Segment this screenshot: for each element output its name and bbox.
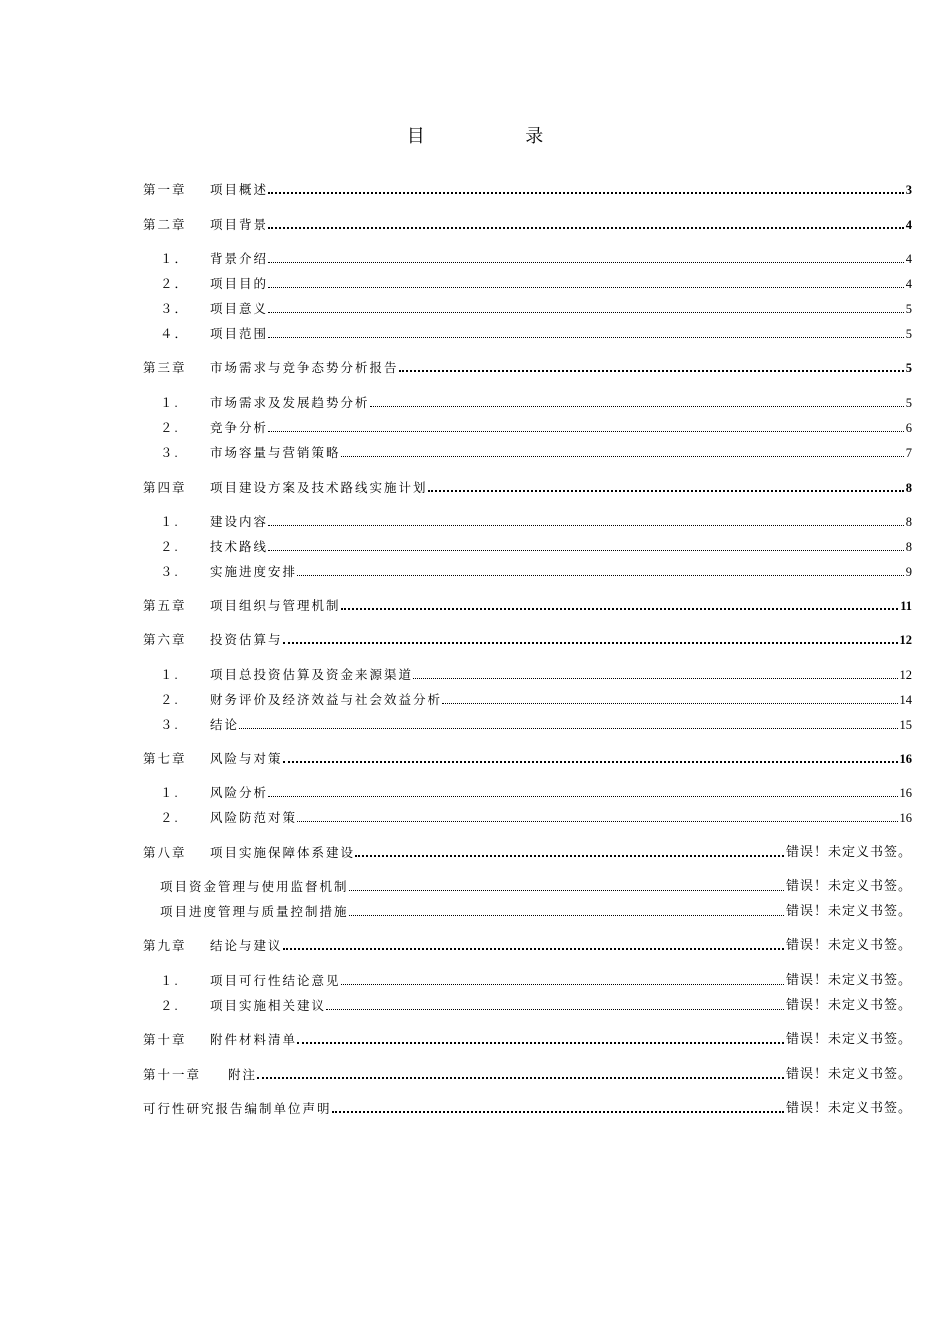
toc-entry-page-number: 3 bbox=[905, 183, 912, 197]
dot-leader bbox=[283, 947, 784, 950]
toc-entry-number: ４． bbox=[160, 327, 190, 341]
dot-leader bbox=[442, 702, 897, 704]
toc-entry-label: 项目资金管理与使用监督机制 bbox=[160, 880, 349, 894]
toc-entry-number: ２. bbox=[160, 693, 180, 707]
dot-leader bbox=[341, 607, 899, 610]
toc-chapter-entry[interactable] bbox=[143, 935, 912, 953]
toc-entry-number: ３. bbox=[160, 446, 180, 460]
toc-chapter-entry[interactable] bbox=[143, 477, 912, 495]
toc-entry-label: 项目可行性结论意见 bbox=[210, 974, 341, 988]
toc-entry-page-number: 14 bbox=[899, 693, 912, 707]
toc-entry-number: ２. bbox=[160, 421, 180, 435]
dot-leader bbox=[413, 677, 897, 679]
toc-entry-number: １. bbox=[160, 515, 180, 529]
toc-entry-number: 第十章 bbox=[143, 1033, 187, 1047]
toc-entry-number: 第八章 bbox=[143, 846, 187, 860]
toc-entry-label: 项目总投资估算及资金来源渠道 bbox=[210, 668, 414, 682]
toc-entry-number: 第一章 bbox=[143, 183, 187, 197]
dot-leader bbox=[355, 854, 784, 857]
toc-entry-label: 可行性研究报告编制单位声明 bbox=[143, 1102, 332, 1116]
toc-entry-number: １. bbox=[160, 396, 180, 410]
toc-entry-page-number: 8 bbox=[905, 481, 912, 495]
toc-entry-label: 结论 bbox=[210, 718, 240, 732]
dot-leader bbox=[349, 914, 784, 916]
toc-section-entry[interactable] bbox=[143, 442, 912, 460]
toc-entry-page-number: 错误！未定义书签。 bbox=[785, 998, 912, 1013]
toc-entry-page-number: 8 bbox=[905, 515, 912, 529]
dot-leader bbox=[349, 889, 784, 891]
toc-entry-label: 技术路线 bbox=[210, 540, 269, 554]
toc-entry-label: 结论与建议 bbox=[210, 939, 283, 953]
toc-entry-label: 投资估算与 bbox=[210, 633, 283, 647]
dot-leader bbox=[268, 226, 904, 229]
toc-entry-label: 建设内容 bbox=[210, 515, 269, 529]
toc-chapter-entry[interactable] bbox=[143, 1064, 912, 1082]
dot-leader bbox=[268, 549, 904, 551]
toc-entry-label: 项目实施相关建议 bbox=[210, 999, 327, 1013]
toc-entry-label: 风险防范对策 bbox=[210, 811, 298, 825]
toc-entry-page-number: 6 bbox=[905, 421, 912, 435]
toc-section-entry[interactable] bbox=[143, 273, 912, 291]
dot-leader bbox=[428, 489, 904, 492]
toc-chapter-entry[interactable] bbox=[143, 629, 912, 647]
toc-section-entry[interactable] bbox=[143, 714, 912, 732]
dot-leader bbox=[268, 311, 904, 313]
toc-entry-page-number: 5 bbox=[905, 327, 912, 341]
toc-entry-page-number: 16 bbox=[899, 811, 912, 825]
toc-entry-number: ２． bbox=[160, 277, 190, 291]
toc-entry-number: 第七章 bbox=[143, 752, 187, 766]
dot-leader bbox=[268, 430, 904, 432]
toc-section-entry[interactable] bbox=[143, 323, 912, 341]
toc-section-entry[interactable] bbox=[143, 561, 912, 579]
toc-entry-label: 市场容量与营销策略 bbox=[210, 446, 341, 460]
toc-chapter-entry[interactable] bbox=[143, 357, 912, 375]
toc-entry-page-number: 错误！未定义书签。 bbox=[785, 1067, 912, 1082]
toc-section-entry[interactable] bbox=[143, 970, 912, 988]
toc-chapter-entry[interactable] bbox=[143, 595, 912, 613]
toc-chapter-entry[interactable] bbox=[143, 179, 912, 197]
toc-entry-page-number: 错误！未定义书签。 bbox=[785, 1032, 912, 1047]
toc-entry-number: 第十一章 bbox=[143, 1068, 202, 1082]
toc-entry-page-number: 错误！未定义书签。 bbox=[785, 879, 912, 894]
toc-section-entry[interactable] bbox=[143, 664, 912, 682]
toc-entry-label: 财务评价及经济效益与社会效益分析 bbox=[210, 693, 443, 707]
toc-entry-number: 第五章 bbox=[143, 599, 187, 613]
toc-entry-page-number: 12 bbox=[899, 668, 912, 682]
dot-leader bbox=[297, 1041, 784, 1044]
toc-entry-page-number: 5 bbox=[905, 396, 912, 410]
toc-entry-number: ２. bbox=[160, 999, 180, 1013]
dot-leader bbox=[268, 524, 904, 526]
toc-entry-page-number: 16 bbox=[899, 786, 912, 800]
toc-entry-page-number: 4 bbox=[905, 277, 912, 291]
toc-entry-number: ３. bbox=[160, 565, 180, 579]
page-title: 目 录 bbox=[406, 126, 592, 146]
dot-leader bbox=[257, 1076, 784, 1079]
toc-section-entry[interactable] bbox=[143, 536, 912, 554]
toc-section-entry[interactable] bbox=[143, 782, 912, 800]
toc-entry-label: 项目实施保障体系建设 bbox=[210, 846, 356, 860]
toc-entry-number: ２. bbox=[160, 540, 180, 554]
toc-chapter-entry[interactable] bbox=[143, 214, 912, 232]
toc-section-entry[interactable] bbox=[143, 392, 912, 410]
toc-entry-number: １. bbox=[160, 974, 180, 988]
toc-entry-page-number: 11 bbox=[900, 599, 912, 613]
toc-entry-label: 项目建设方案及技术路线实施计划 bbox=[210, 481, 428, 495]
toc-entry-label: 竞争分析 bbox=[210, 421, 269, 435]
dot-leader bbox=[341, 455, 904, 457]
dot-leader bbox=[239, 727, 897, 729]
toc-entry-page-number: 8 bbox=[905, 540, 912, 554]
toc-entry-label: 项目概述 bbox=[210, 183, 269, 197]
dot-leader bbox=[268, 286, 904, 288]
toc-entry-page-number: 4 bbox=[905, 252, 912, 266]
dot-leader bbox=[268, 261, 904, 263]
toc-entry-number: ２. bbox=[160, 811, 180, 825]
toc-entry-number: １． bbox=[160, 252, 190, 266]
toc-entry-page-number: 9 bbox=[905, 565, 912, 579]
toc-section-entry[interactable] bbox=[143, 417, 912, 435]
toc-section-entry[interactable] bbox=[143, 995, 912, 1013]
toc-entry-label: 市场需求及发展趋势分析 bbox=[210, 396, 370, 410]
toc-entry-page-number: 4 bbox=[905, 218, 912, 232]
toc-entry-label: 风险与对策 bbox=[210, 752, 283, 766]
toc-entry-number: 第二章 bbox=[143, 218, 187, 232]
dot-leader bbox=[268, 336, 904, 338]
toc-entry-page-number: 16 bbox=[899, 752, 912, 766]
toc-entry-page-number: 错误！未定义书签。 bbox=[785, 1101, 912, 1116]
toc-entry-label: 项目组织与管理机制 bbox=[210, 599, 341, 613]
toc-chapter-entry[interactable] bbox=[143, 748, 912, 766]
toc-entry-label: 项目范围 bbox=[210, 327, 269, 341]
toc-entry-page-number: 5 bbox=[905, 361, 912, 375]
toc-entry-label: 风险分析 bbox=[210, 786, 269, 800]
toc-entry-label: 附注 bbox=[228, 1068, 258, 1082]
dot-leader bbox=[341, 983, 784, 985]
dot-leader bbox=[297, 820, 897, 822]
dot-leader bbox=[283, 641, 898, 644]
dot-leader bbox=[399, 369, 904, 372]
dot-leader bbox=[268, 191, 904, 194]
toc-chapter-entry[interactable] bbox=[143, 1098, 912, 1116]
toc-entry-label: 项目目的 bbox=[210, 277, 269, 291]
toc-entry-page-number: 15 bbox=[899, 718, 912, 732]
toc-entry-label: 实施进度安排 bbox=[210, 565, 298, 579]
toc-entry-page-number: 12 bbox=[899, 633, 912, 647]
toc-section-entry[interactable] bbox=[143, 876, 912, 894]
toc-entry-page-number: 7 bbox=[905, 446, 912, 460]
dot-leader bbox=[332, 1110, 784, 1113]
toc-entry-page-number: 错误！未定义书签。 bbox=[785, 904, 912, 919]
toc-entry-page-number: 错误！未定义书签。 bbox=[785, 973, 912, 988]
toc-chapter-entry[interactable] bbox=[143, 1029, 912, 1047]
toc-section-entry[interactable] bbox=[143, 901, 912, 919]
toc-entry-number: 第九章 bbox=[143, 939, 187, 953]
toc-entry-number: ３. bbox=[160, 718, 180, 732]
toc-entry-number: 第三章 bbox=[143, 361, 187, 375]
toc-entry-label: 背景介绍 bbox=[210, 252, 269, 266]
toc-entry-page-number: 错误！未定义书签。 bbox=[785, 938, 912, 953]
dot-leader bbox=[297, 574, 904, 576]
toc-entry-page-number: 错误！未定义书签。 bbox=[785, 845, 912, 860]
toc-entry-number: 第四章 bbox=[143, 481, 187, 495]
toc-entry-number: １. bbox=[160, 786, 180, 800]
dot-leader bbox=[283, 760, 898, 763]
toc-entry-number: 第六章 bbox=[143, 633, 187, 647]
toc-entry-label: 市场需求与竞争态势分析报告 bbox=[210, 361, 399, 375]
toc-section-entry[interactable] bbox=[143, 807, 912, 825]
toc-entry-label: 项目意义 bbox=[210, 302, 269, 316]
toc-entry-label: 项目背景 bbox=[210, 218, 269, 232]
dot-leader bbox=[268, 795, 897, 797]
dot-leader bbox=[326, 1008, 784, 1010]
toc-chapter-entry[interactable] bbox=[143, 842, 912, 860]
toc-entry-label: 附件材料清单 bbox=[210, 1033, 298, 1047]
toc-section-entry[interactable] bbox=[143, 298, 912, 316]
toc-entry-number: １. bbox=[160, 668, 180, 682]
toc-entry-page-number: 5 bbox=[905, 302, 912, 316]
toc-section-entry[interactable] bbox=[143, 689, 912, 707]
dot-leader bbox=[370, 405, 904, 407]
toc-section-entry[interactable] bbox=[143, 511, 912, 529]
toc-section-entry[interactable] bbox=[143, 248, 912, 266]
toc-entry-label: 项目进度管理与质量控制措施 bbox=[160, 905, 349, 919]
toc-entry-number: ３． bbox=[160, 302, 190, 316]
